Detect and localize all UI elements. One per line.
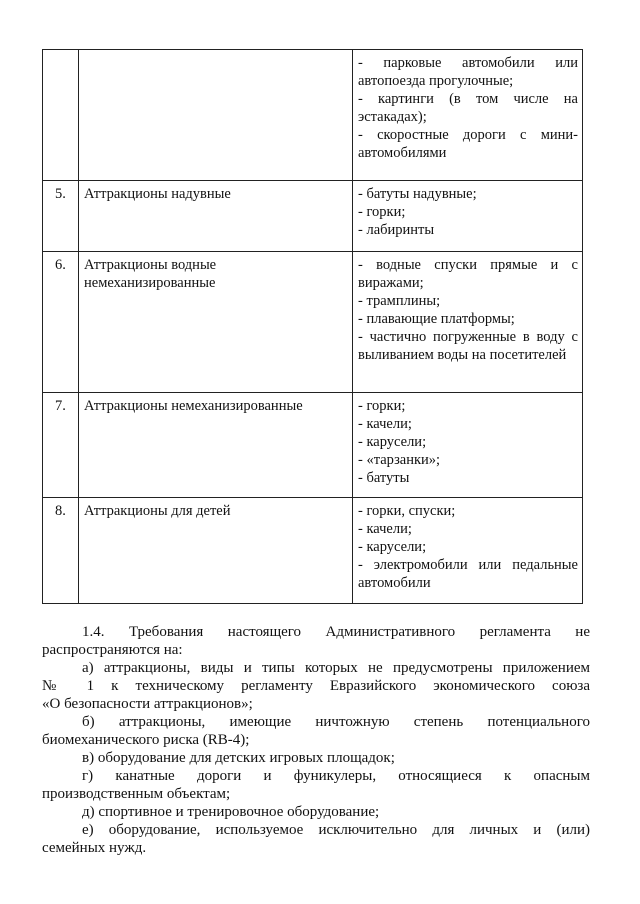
attraction-type-item: - горки, спуски; xyxy=(358,503,456,519)
table-row xyxy=(43,181,583,252)
attraction-type-item: - батуты xyxy=(358,470,410,486)
attraction-type-item: - плавающие платформы; xyxy=(358,311,515,327)
item-e xyxy=(42,803,590,821)
section-heading xyxy=(42,623,590,659)
attraction-types xyxy=(353,498,583,604)
item-f-line2: семейных нужд. xyxy=(42,840,147,856)
table-row xyxy=(43,498,583,604)
attraction-types xyxy=(353,252,583,393)
row-number: 7. xyxy=(43,393,79,498)
attraction-type-item: - лабиринты xyxy=(358,222,435,238)
attraction-type-item: - скоростные дороги с мини-автомобилями xyxy=(358,127,578,161)
item-e-line: д) спортивное и тренировочное оборудование; xyxy=(82,804,380,820)
attraction-type-item: - карусели; xyxy=(358,539,427,555)
item-b-line1: б) аттракционы, имеющие ничтожную степень потенциального xyxy=(82,714,590,730)
attraction-type-item: - электромобили или педальные автомобили xyxy=(358,557,578,591)
attraction-type-item: - трамплины; xyxy=(358,293,441,309)
section-heading-line1: 1.4. Требования настоящего Административного регламента не xyxy=(82,624,590,640)
attraction-class: Аттракционы надувные xyxy=(79,181,353,252)
attraction-type-item: - горки; xyxy=(358,204,406,220)
attraction-class: Аттракционы водные немеханизированные xyxy=(79,252,353,393)
item-b xyxy=(42,713,590,749)
section-heading-line2: распространяются на: xyxy=(42,642,183,658)
attraction-type-item: - водные спуски прямые и с виражами; xyxy=(358,257,578,291)
item-d-line1: г) канатные дороги и фуникулеры, относящиеся к опасным xyxy=(82,768,590,784)
item-d-line2: производственным объектам; xyxy=(42,786,231,802)
table-body xyxy=(43,50,583,604)
attraction-class: Аттракционы для детей xyxy=(79,498,353,604)
attraction-type-item: - парковые автомобили или автопоезда прогулочные; xyxy=(358,55,578,89)
item-b-line2: биомеханического риска (RB-4); xyxy=(42,732,250,748)
attraction-type-item: - карусели; xyxy=(358,434,427,450)
item-a-line3: «О безопасности аттракционов»; xyxy=(42,696,253,712)
attraction-types xyxy=(353,50,583,181)
row-number xyxy=(43,50,79,181)
attraction-type-item: - горки; xyxy=(358,398,406,414)
row-number: 8. xyxy=(43,498,79,604)
item-c xyxy=(42,749,590,767)
attraction-type-item: - качели; xyxy=(358,521,412,537)
attraction-type-item: - батуты надувные; xyxy=(358,186,477,202)
attraction-class: Аттракционы немеханизированные xyxy=(79,393,353,498)
attraction-type-item: - «тарзанки»; xyxy=(358,452,441,468)
row-number: 6. xyxy=(43,252,79,393)
table-row xyxy=(43,252,583,393)
row-number: 5. xyxy=(43,181,79,252)
item-c-line: в) оборудование для детских игровых площадок; xyxy=(82,750,395,766)
table-row xyxy=(43,50,583,181)
attraction-types xyxy=(353,393,583,498)
item-a-line2: № 1 к техническому регламенту Евразийского экономического союза xyxy=(42,678,590,694)
attraction-types xyxy=(353,181,583,252)
item-f-line1: е) оборудование, используемое исключительно для личных и (или) xyxy=(82,822,590,838)
item-f xyxy=(42,821,590,857)
attraction-type-item: - картинги (в том числе на эстакадах); xyxy=(358,91,578,125)
table-row xyxy=(43,393,583,498)
item-a xyxy=(42,659,590,713)
attraction-type-item: - частично погруженные в воду с выливанием воды на посетителей xyxy=(358,329,578,363)
attraction-type-item: - качели; xyxy=(358,416,412,432)
item-a-line1: а) аттракционы, виды и типы которых не предусмотрены приложением xyxy=(82,660,590,676)
attractions-table xyxy=(42,49,583,604)
attraction-class xyxy=(79,50,353,181)
item-d xyxy=(42,767,590,803)
